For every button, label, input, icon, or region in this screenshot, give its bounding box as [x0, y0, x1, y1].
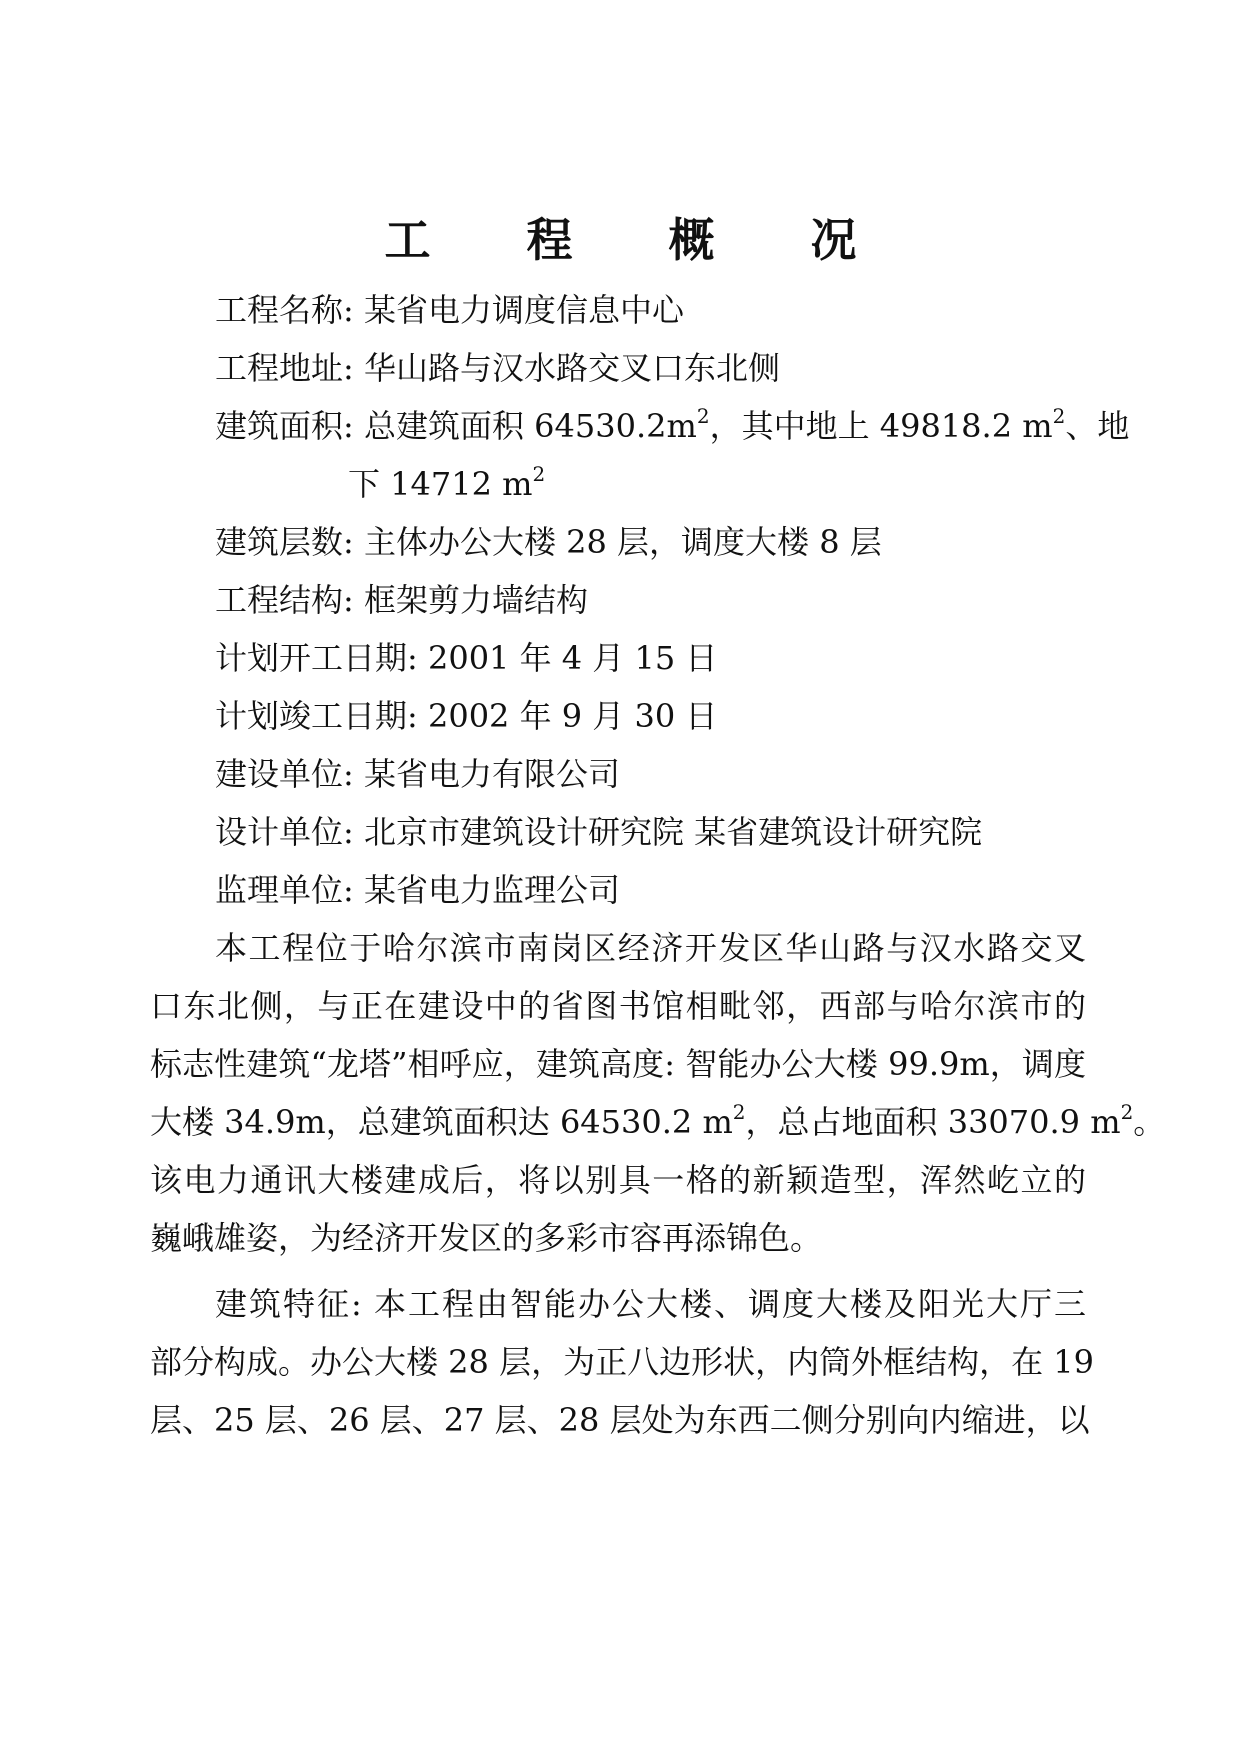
field-value: 北京市建筑设计研究院 某省建筑设计研究院: [363, 813, 983, 851]
field-floors: [215, 520, 882, 564]
line-text: ，总占地面积 33070.9 m: [745, 1103, 1121, 1141]
superscript: 2: [696, 404, 710, 429]
field-value: [363, 404, 1130, 445]
field-building-area: [215, 404, 1129, 448]
value-text: 总建筑面积 64530.2m: [363, 407, 697, 445]
field-label: 计划竣工日期:: [215, 697, 418, 735]
superscript: 2: [1120, 1100, 1134, 1125]
field-value: 2001 年 4 月 15 日: [427, 639, 718, 677]
paragraph-line: 建筑特征: 本工程由智能办公大楼、调度大楼及阳光大厅三: [215, 1285, 1086, 1323]
field-design-unit: [215, 810, 982, 854]
paragraph-line: 口东北侧，与正在建设中的省图书馆相毗邻，西部与哈尔滨市的: [150, 987, 1086, 1025]
value-text: 下 14712 m: [348, 465, 533, 503]
paragraph-line: 部分构成。办公大楼 28 层，为正八边形状，内筒外框结构，在 19: [150, 1343, 1094, 1381]
line-text: 。: [1133, 1103, 1166, 1141]
field-supervision-unit: [215, 868, 620, 912]
field-structure: [215, 578, 588, 622]
field-label: 监理单位:: [215, 871, 354, 909]
paragraph-line: [150, 1100, 1166, 1144]
field-label: 建设单位:: [215, 755, 354, 793]
field-value: 主体办公大楼 28 层，调度大楼 8 层: [363, 523, 882, 561]
superscript: 2: [532, 462, 546, 487]
value-text: ，其中地上 49818.2 m: [709, 407, 1053, 445]
field-value: 某省电力监理公司: [363, 871, 620, 909]
field-value: 框架剪力墙结构: [363, 581, 588, 619]
field-label: 工程结构:: [215, 581, 354, 619]
superscript: 2: [1052, 404, 1066, 429]
paragraph-line: 该电力通讯大楼建成后，将以别具一格的新颖造型，浑然屹立的: [150, 1161, 1086, 1199]
paragraph-line: 层、25 层、26 层、27 层、28 层处为东西二侧分别向内缩进，以: [150, 1401, 1090, 1439]
field-label: 设计单位:: [215, 813, 354, 851]
paragraph-line: 巍峨雄姿，为经济开发区的多彩市容再添锦色。: [150, 1219, 823, 1257]
field-label: 建筑面积:: [215, 407, 354, 445]
superscript: 2: [732, 1100, 746, 1125]
field-label: 工程名称:: [215, 291, 354, 329]
field-project-address: [215, 346, 780, 390]
line-text: 大楼 34.9m，总建筑面积达 64530.2 m: [150, 1103, 733, 1141]
field-label: 工程地址:: [215, 349, 354, 387]
paragraph-line: 本工程位于哈尔滨市南岗区经济开发区华山路与汉水路交叉: [215, 929, 1086, 967]
field-value: 2002 年 9 月 30 日: [427, 697, 718, 735]
field-label: 计划开工日期:: [215, 639, 418, 677]
field-planned-completion-date: [215, 694, 717, 738]
field-value: 华山路与汉水路交叉口东北侧: [363, 349, 780, 387]
field-value: 某省电力有限公司: [363, 755, 620, 793]
field-construction-unit: [215, 752, 620, 796]
field-value: 某省电力调度信息中心: [363, 291, 684, 329]
field-planned-start-date: [215, 636, 717, 680]
field-building-area-continuation: [348, 462, 545, 506]
value-text: 、地: [1065, 407, 1130, 445]
paragraph-line: 标志性建筑“龙塔”相呼应，建筑高度: 智能办公大楼 99.9m，调度: [150, 1045, 1086, 1083]
field-project-name: [215, 288, 684, 332]
page-title: 工 程 概 况: [384, 213, 897, 267]
field-label: 建筑层数:: [215, 523, 354, 561]
